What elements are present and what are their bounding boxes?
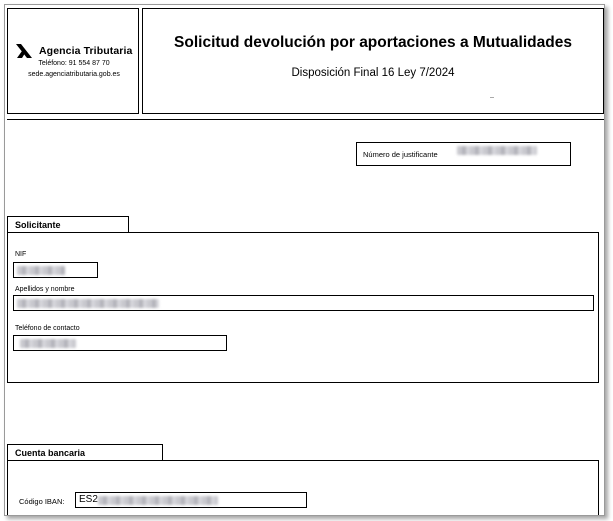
- form-title-box: [142, 8, 604, 114]
- agency-logo-box: [7, 8, 139, 114]
- form-title: Solicitud devolución por aportaciones a Mutualidades: [174, 34, 572, 51]
- justificante-field: [356, 142, 571, 166]
- agency-phone: Teléfono: 91 554 87 70: [38, 60, 110, 67]
- name-label: Apellidos y nombre: [15, 286, 75, 293]
- agency-website: sede.agenciatributaria.gob.es: [28, 71, 120, 78]
- nif-label: NIF: [15, 251, 27, 258]
- nif-value-redacted: [17, 266, 65, 275]
- phone-value-redacted: [20, 339, 76, 348]
- phone-field[interactable]: [13, 335, 227, 351]
- agency-logo: [15, 43, 132, 59]
- solicitante-section-title: Solicitante: [15, 220, 61, 230]
- agency-name: Agencia Tributaria: [39, 45, 133, 57]
- phone-label: Teléfono de contacto: [15, 325, 80, 332]
- cuenta-section-tab: [7, 444, 163, 461]
- form-page: [4, 4, 605, 516]
- header-divider: [7, 119, 604, 120]
- name-value-redacted: [17, 299, 159, 308]
- cuenta-section: [7, 460, 599, 516]
- nif-field[interactable]: [13, 262, 98, 278]
- title-mark: [490, 97, 494, 98]
- justificante-value-redacted: [457, 146, 537, 155]
- iban-label: Código IBAN:: [19, 497, 65, 506]
- solicitante-section: [7, 232, 599, 383]
- name-field[interactable]: [13, 295, 594, 311]
- agency-logo-icon: [15, 43, 35, 59]
- form-subtitle: Disposición Final 16 Ley 7/2024: [291, 67, 455, 79]
- iban-field[interactable]: [75, 492, 307, 508]
- iban-prefix: ES2: [79, 494, 98, 505]
- solicitante-section-tab: [7, 216, 129, 233]
- iban-value-redacted: [98, 496, 218, 505]
- cuenta-section-title: Cuenta bancaria: [15, 448, 86, 458]
- justificante-label: Número de justificante: [363, 150, 438, 159]
